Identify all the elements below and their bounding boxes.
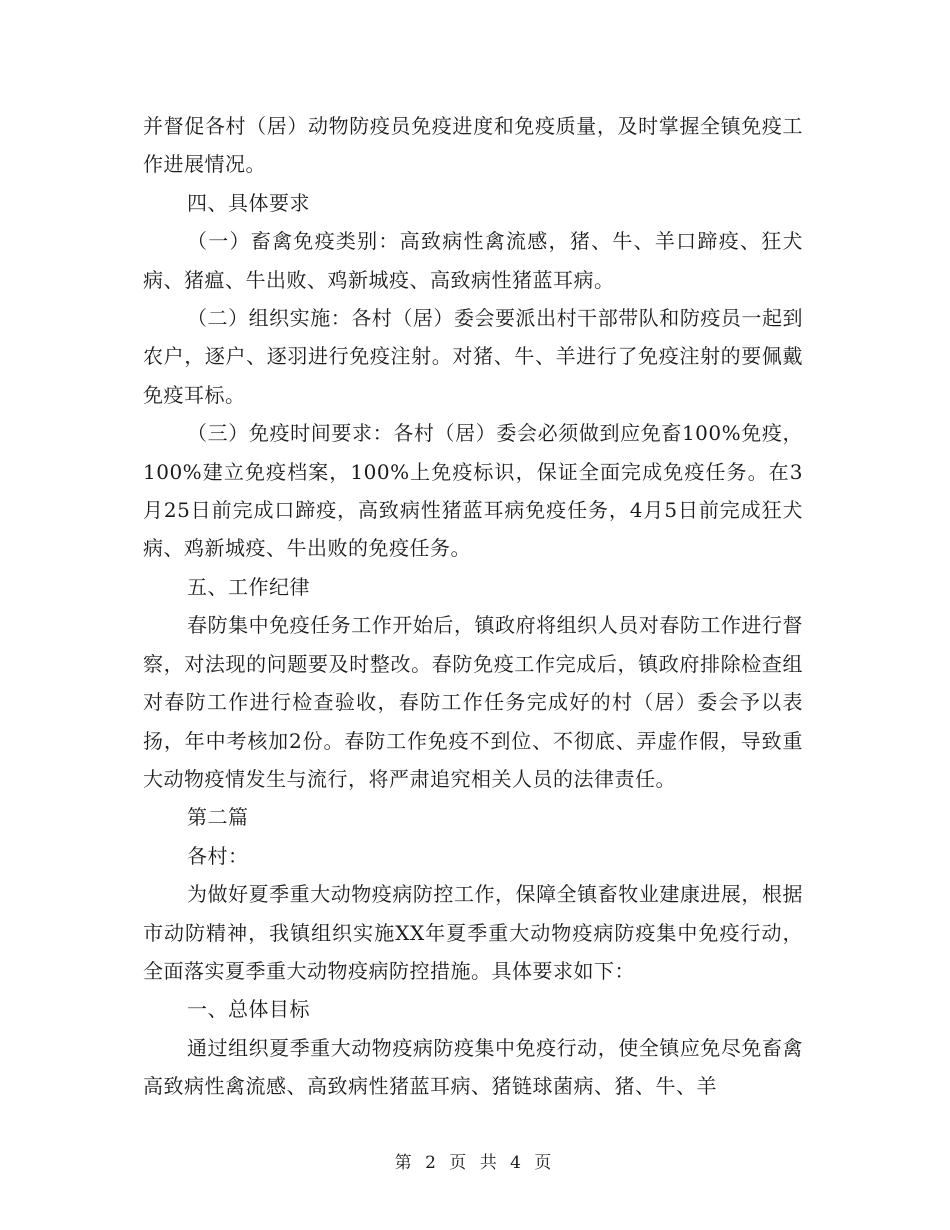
section-heading-4: 四、具体要求 [187, 190, 310, 215]
section-heading-5: 五、工作纪律 [187, 574, 310, 599]
paragraph-work-discipline: 春防集中免疫任务工作开始后，镇政府将组织人员对春防工作进行督察，对法现的问题要及时整改。春防免疫工作完成后，镇政府排除检查组对春防工作进行检查验收，春防工作任务完成好的村（居）委会予以表扬，年中考核加2份。春防工作免疫不到位、不彻底、弄虚作假，导致重大动物疫情发生与流行，将严肃追究相关人员的法律责任。 [143, 613, 803, 791]
salutation: 各村： [187, 843, 249, 868]
paragraph-time-requirements: （三）免疫时间要求：各村（居）委会必须做到应免畜100%免疫，100%建立免疫档案，100%上免疫标识，保证全面完成免疫任务。在3月25日前完成口蹄疫，高致病性猪蓝耳病免疫任务，4月5日前完成狂犬病、鸡新城疫、牛出败的免疫任务。 [143, 421, 803, 561]
paragraph-organization: （二）组织实施：各村（居）委会要派出村干部带队和防疫员一起到农户，逐户、逐羽进行免疫注射。对猪、牛、羊进行了免疫注射的要佩戴免疫耳标。 [143, 306, 803, 407]
document-body [143, 107, 803, 1106]
paragraph-overall-goal: 通过组织夏季重大动物疫病防疫集中免疫行动，使全镇应免尽免畜禽高致病性禽流感、高致病性猪蓝耳病、猪链球菌病、猪、牛、羊 [143, 1035, 803, 1099]
page-number: 第 2 页 共 4 页 [394, 1153, 556, 1173]
paragraph-intro: 为做好夏季重大动物疫病防控工作，保障全镇畜牧业建康进展，根据市动防精神，我镇组织实施XX年夏季重大动物疫病防疫集中免疫行动，全面落实夏季重大动物疫病防控措施。具体要求如下： [143, 882, 803, 983]
paragraph-immunization-types: （一）畜禽免疫类别：高致病性禽流感，猪、牛、羊口蹄疫、狂犬病、猪瘟、牛出败、鸡新城疫、高致病性猪蓝耳病。 [143, 229, 803, 292]
paragraph-1: 并督促各村（居）动物防疫员免疫进度和免疫质量，及时掌握全镇免疫工作进展情况。 [143, 114, 803, 177]
chapter-heading-2: 第二篇 [187, 805, 249, 830]
section-heading-1: 一、总体目标 [187, 997, 310, 1022]
